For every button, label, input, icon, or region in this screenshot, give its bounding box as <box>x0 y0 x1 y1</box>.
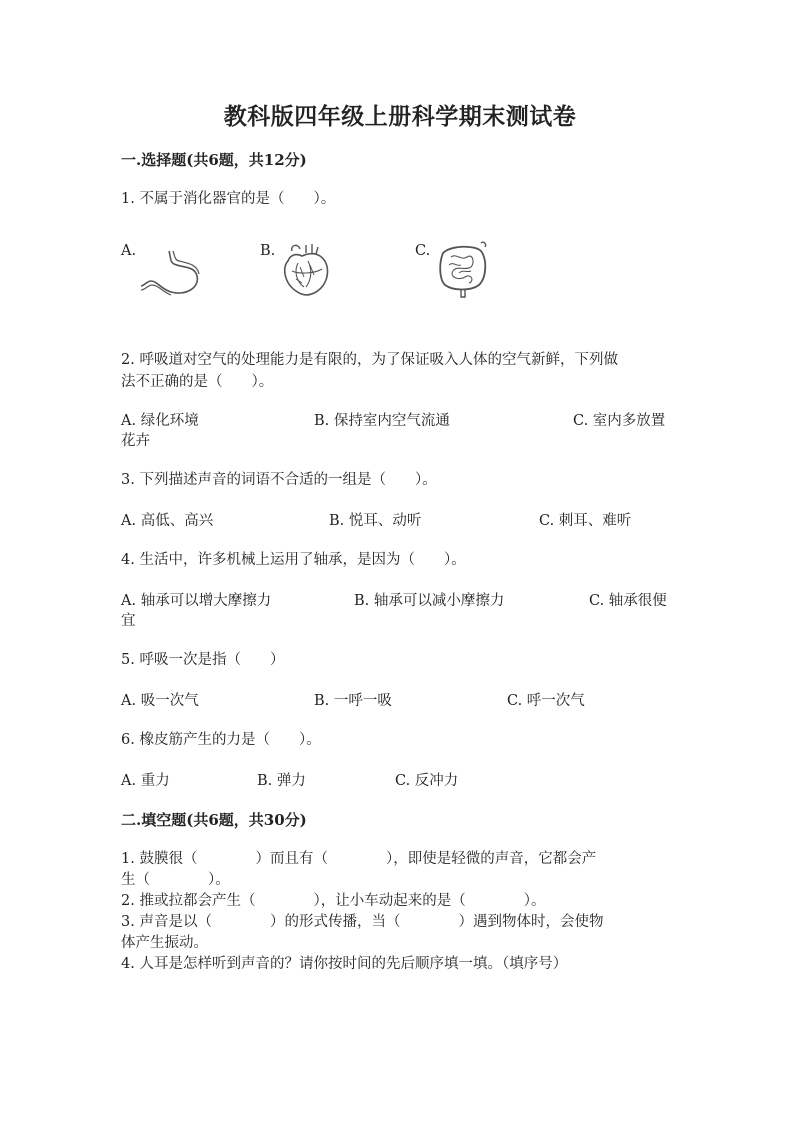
question-2-stem <box>121 349 681 393</box>
fill-line: 体产生振动。 <box>121 935 208 951</box>
question-6-stem: 6. 橡皮筋产生的力是（ ）。 <box>121 732 321 748</box>
q6-option-a: A. 重力 <box>121 773 170 789</box>
q2-option-b: B. 保持室内空气流通 <box>314 413 450 429</box>
question-5-stem: 5. 呼吸一次是指（ ） <box>121 652 285 668</box>
q4-option-c: C. 轴承很便 <box>589 593 667 609</box>
question-1-stem: 1. 不属于消化器官的是（ ）。 <box>121 191 336 207</box>
fill-line: 生（ ）。 <box>121 872 230 888</box>
fill-in-questions <box>121 849 681 975</box>
fill-line: 3. 声音是以（ ）的形式传播，当（ ）遇到物体时，会使物 <box>121 914 604 930</box>
question-4-options <box>121 589 681 611</box>
q3-option-c: C. 刺耳、难听 <box>539 513 632 529</box>
q5-option-a: A. 吸一次气 <box>121 693 199 709</box>
intestine-icon <box>435 239 491 301</box>
section-heading-choice: 一.选择题(共6题，共12分) <box>121 151 307 169</box>
fill-line: 2. 推或拉都会产生（ ），让小车动起来的是（ ）。 <box>121 893 546 909</box>
question-3-stem: 3. 下列描述声音的词语不合适的一组是（ ）。 <box>121 472 437 488</box>
question-5-options <box>121 689 681 711</box>
q4-option-c-wrap: 宜 <box>121 613 136 629</box>
section-heading-fill: 二.填空题(共6题，共30分) <box>121 811 307 829</box>
q6-option-c: C. 反冲力 <box>395 773 459 789</box>
question-2-options <box>121 409 681 431</box>
q6-option-b: B. 弹力 <box>257 773 306 789</box>
heart-icon <box>278 241 334 299</box>
stomach-icon <box>139 248 203 298</box>
page-title: 教科版四年级上册科学期末测试卷 <box>223 103 577 130</box>
fill-line: 4. 人耳是怎样听到声音的？请你按时间的先后顺序填一填。（填序号） <box>121 956 568 972</box>
question-4-stem: 4. 生活中，许多机械上运用了轴承，是因为（ ）。 <box>121 552 466 568</box>
q3-option-a: A. 高低、高兴 <box>121 513 214 529</box>
q4-option-a: A. 轴承可以增大摩擦力 <box>121 593 272 609</box>
question-3-options <box>121 509 681 531</box>
question-2-stem-line2: 法不正确的是（ ）。 <box>121 374 274 390</box>
question-6-options <box>121 769 681 791</box>
question-2-stem-line1: 2. 呼吸道对空气的处理能力是有限的，为了保证吸入人体的空气新鲜，下列做 <box>121 352 618 368</box>
q5-option-b: B. 一呼一吸 <box>314 693 392 709</box>
q1-option-c-label: C. <box>415 243 431 259</box>
q2-option-c: C. 室内多放置 <box>573 413 666 429</box>
q5-option-c: C. 呼一次气 <box>507 693 585 709</box>
q1-option-b-label: B. <box>260 243 276 259</box>
q2-option-a: A. 绿化环境 <box>121 413 199 429</box>
q1-option-a-label: A. <box>121 243 137 259</box>
q2-option-c-wrap: 花卉 <box>121 433 150 449</box>
q4-option-b: B. 轴承可以减小摩擦力 <box>354 593 505 609</box>
q3-option-b: B. 悦耳、动听 <box>329 513 422 529</box>
fill-line: 1. 鼓膜很（ ）而且有（ ），即使是轻微的声音，它都会产 <box>121 851 597 867</box>
